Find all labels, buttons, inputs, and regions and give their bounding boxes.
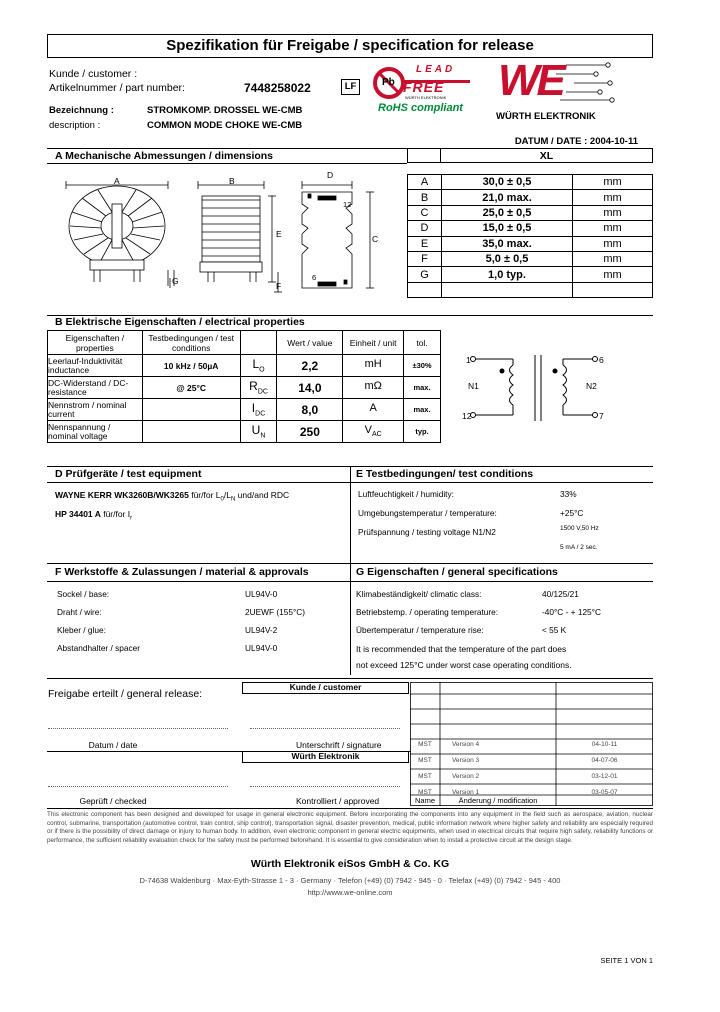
- dim-letter: C: [408, 205, 442, 220]
- dim-size-label: XL: [539, 150, 554, 162]
- test-condition-value: +25°C: [560, 508, 584, 518]
- dim-value: 5,0 ± 0,5: [442, 251, 573, 266]
- dim-letter: A: [408, 175, 442, 190]
- signature-label: Unterschrift / signature: [296, 740, 382, 750]
- el-value: 14,0: [277, 377, 343, 399]
- disclaimer: This electronic component has been designed and developed for usage in general electronic equipment. Before incorporating the components into any equipment in the field such as aerospace, aviation, nuclear control, submarine, transportation (automotive control, train control, ship control), transportation signal, disaster prevention, medical, public information network where higher safety and reliability are especially required or if there is the possibility of direct damage or injury to human body. In addition, even electronic component in general electric equipments, when used in electrical circuits that require high safety, reliability functions or performance, the sufficient reliability evaluation check for the safety must be performed beforehand. It is essential to give consideration when to install a protective circuit at the design stage.: [47, 811, 653, 844]
- dim-letter: [408, 282, 442, 297]
- modification-header: Änderung / modification: [458, 796, 538, 805]
- el-condition: @ 25°C: [142, 377, 240, 399]
- el-tol: max.: [404, 399, 441, 421]
- general-spec-label: Übertemperatur / temperature rise:: [356, 625, 484, 635]
- section-b-title: B Elektrische Eigenschaften / electrical properties: [55, 316, 305, 328]
- dimension-row: [408, 175, 653, 190]
- equipment-2-name: HP 34401 A: [55, 509, 101, 519]
- dim-letter: G: [408, 267, 442, 282]
- brand-name: WÜRTH ELEKTRONIK: [496, 111, 596, 122]
- el-symbol: [240, 421, 277, 443]
- equipment-1-sub-n: N: [230, 496, 236, 503]
- version-modification: Version 4: [452, 741, 480, 748]
- version-name: MST: [418, 773, 432, 780]
- electrical-table: [47, 330, 441, 443]
- el-tol: max.: [404, 377, 441, 399]
- page-number: SEITE 1 VON 1: [600, 956, 653, 965]
- company-address: D-74638 Waldenburg · Max-Eyth-Strasse 1 - 3 · Germany · Telefon (+49) (0) 7942 - 945 - 0 · Telefax (+49) (0) 7942 - 945 - 400: [139, 876, 561, 885]
- equipment-2-sub: r: [130, 515, 133, 522]
- drawing-label-b: B: [229, 176, 235, 186]
- version-modification: Version 2: [452, 773, 480, 780]
- version-date: 03-05-07: [591, 789, 618, 796]
- dim-value: 35,0 max.: [442, 236, 573, 251]
- material-value: 2UEWF (155°C): [245, 607, 306, 617]
- el-condition: [142, 399, 240, 421]
- section-e-title: E Testbedingungen/ test conditions: [356, 468, 534, 480]
- el-condition: 10 kHz / 50µA: [142, 355, 240, 377]
- electrical-row: [48, 399, 441, 421]
- el-unit: [343, 399, 404, 421]
- pb-mark: Pb: [382, 77, 395, 88]
- temperature-note-2: not exceed 125°C under worst case operating conditions.: [356, 660, 572, 670]
- el-unit-main: mH: [364, 358, 382, 371]
- version-name: MST: [418, 741, 432, 748]
- dimension-row: [408, 236, 653, 251]
- part-number: 7448258022: [244, 81, 311, 95]
- version-date: 04-10-11: [591, 741, 618, 748]
- test-condition-label: Luftfeuchtigkeit / humidity:: [358, 489, 454, 499]
- version-name: MST: [418, 757, 432, 764]
- lead-text: LEAD: [416, 64, 456, 75]
- eh-tol: tol.: [404, 331, 441, 355]
- equipment-2-for: für/for I: [103, 509, 131, 519]
- schematic-pin-12: 12: [462, 411, 472, 421]
- equipment-1-mid: /L: [223, 490, 231, 500]
- schematic-n1: N1: [468, 381, 479, 391]
- general-spec-value: < 55 K: [542, 625, 567, 635]
- el-value: 8,0: [277, 399, 343, 421]
- el-property: Leerlauf-Induktivität inductance: [48, 355, 143, 377]
- el-unit: [343, 377, 404, 399]
- el-property: Nennspannung / nominal voltage: [48, 421, 143, 443]
- company-url[interactable]: http://www.we-online.com: [307, 888, 393, 897]
- description-value: COMMON MODE CHOKE WE-CMB: [147, 120, 303, 131]
- el-symbol: [240, 399, 277, 421]
- material-label: Draht / wire:: [57, 607, 102, 617]
- section-g-title: G Eigenschaften / general specifications: [356, 566, 558, 578]
- material-label: Abstandhalter / spacer: [57, 643, 141, 653]
- general-spec-label: Klimabeständigkeit/ climatic class:: [356, 589, 482, 599]
- dim-letter: E: [408, 236, 442, 251]
- dim-letter: D: [408, 221, 442, 236]
- section-d-bottom-rule: [47, 482, 653, 483]
- el-tol: ±30%: [404, 355, 441, 377]
- el-symbol: [240, 355, 277, 377]
- dimension-row: [408, 267, 653, 282]
- section-fg-divider: [350, 563, 351, 675]
- section-d-title: D Prüfgeräte / test equipment: [55, 468, 202, 480]
- el-symbol-main: R: [249, 379, 258, 394]
- schematic-pin-7: 7: [599, 411, 604, 421]
- equipment-1-sub-0: 0: [220, 496, 224, 503]
- dimension-drawing: [50, 164, 406, 314]
- eh-unit: Einheit / unit: [343, 331, 404, 355]
- page-title: Spezifikation für Freigabe / specification for release: [166, 37, 534, 54]
- el-unit-sub: AC: [371, 431, 382, 439]
- el-symbol-main: L: [252, 357, 260, 372]
- dim-unit: mm: [573, 190, 653, 205]
- test-condition-label: Umgebungstemperatur / temperature:: [358, 508, 497, 518]
- part-number-label: Artikelnummer / part number:: [49, 82, 185, 94]
- checked-label: Geprüft / checked: [79, 796, 147, 806]
- eh-property: Eigenschaften / properties: [48, 331, 143, 355]
- el-value: 250: [277, 421, 343, 443]
- dotted-line-3: [48, 786, 228, 787]
- dim-letter: F: [408, 251, 442, 266]
- temperature-note-1: It is recommended that the temperature of the part does: [356, 644, 567, 654]
- drawing-label-d: D: [327, 170, 334, 180]
- el-symbol: [240, 377, 277, 399]
- release-label: Freigabe erteilt / general release:: [48, 688, 203, 700]
- version-date: 03-12-01: [591, 773, 618, 780]
- el-unit: [343, 355, 404, 377]
- lf-badge-text: LF: [344, 81, 357, 92]
- el-unit-main: V: [364, 424, 372, 437]
- dim-unit: mm: [573, 221, 653, 236]
- rohs-compliant: RoHS compliant: [378, 102, 463, 114]
- el-symbol-sub: DC: [257, 388, 268, 396]
- dimension-row: [408, 205, 653, 220]
- schematic-pin-6: 6: [599, 355, 604, 365]
- material-value: UL94V-2: [245, 625, 278, 635]
- equipment-line-1: [55, 490, 289, 503]
- dim-value: 30,0 ± 0,5: [442, 175, 573, 190]
- section-de-divider: [350, 466, 351, 563]
- el-unit-main: A: [369, 402, 377, 415]
- drawing-label-f: F: [276, 281, 282, 291]
- test-condition-value: 5 mA / 2 sec.: [560, 544, 598, 551]
- release-top-rule: [47, 678, 653, 679]
- company-name: Würth Elektronik eiSos GmbH & Co. KG: [250, 858, 450, 870]
- drawing-pin-6: 6: [312, 273, 317, 282]
- version-modification: Version 1: [452, 789, 480, 796]
- el-property: Nennstrom / nominal current: [48, 399, 143, 421]
- equipment-1-name: WAYNE KERR WK3260B/WK3265: [55, 490, 189, 500]
- electrical-row: [48, 355, 441, 377]
- el-value: 2,2: [277, 355, 343, 377]
- schematic-n2: N2: [586, 381, 597, 391]
- dim-unit: mm: [573, 251, 653, 266]
- dimension-row: [408, 221, 653, 236]
- bezeichnung-label: Bezeichnung :: [49, 105, 114, 116]
- wuerth-header: Würth Elektronik: [291, 751, 360, 761]
- kunde-header: Kunde / customer: [289, 682, 362, 692]
- dim-value: 25,0 ± 0,5: [442, 205, 573, 220]
- electrical-row: [48, 377, 441, 399]
- version-modification: Version 3: [452, 757, 480, 764]
- drawing-label-a: A: [114, 176, 120, 186]
- dim-value: 1,0 typ.: [442, 267, 573, 282]
- electrical-row: [48, 421, 441, 443]
- dim-value: 21,0 max.: [442, 190, 573, 205]
- dotted-line-1: [48, 728, 228, 729]
- equipment-line-2: [55, 509, 132, 522]
- dim-unit: mm: [573, 205, 653, 220]
- general-spec-label: Betriebstemp. / operating temperature:: [356, 607, 499, 617]
- material-label: Sockel / base:: [57, 589, 110, 599]
- version-date: 04-07-06: [591, 757, 618, 764]
- date-line: DATUM / DATE : 2004-10-11: [514, 136, 638, 147]
- dim-value: [442, 282, 573, 297]
- dimension-table: [407, 174, 653, 298]
- equipment-1-for: für/for L: [191, 490, 221, 500]
- name-header: Name: [414, 796, 435, 805]
- mechanical-drawing: [50, 164, 406, 314]
- lead-free-sub: WÜRTH ELEKTRONIK: [405, 95, 447, 100]
- material-value: UL94V-0: [245, 643, 278, 653]
- free-text: FREE: [403, 79, 445, 95]
- test-condition-label: Prüfspannung / testing voltage N1/N2: [358, 527, 496, 537]
- section-f-title: F Werkstoffe & Zulassungen / material & approvals: [55, 566, 309, 578]
- el-condition: [142, 421, 240, 443]
- drawing-label-c: C: [372, 234, 379, 244]
- eh-value: Wert / value: [277, 331, 343, 355]
- dim-unit: mm: [573, 236, 653, 251]
- drawing-pin-12: 12: [343, 200, 352, 209]
- test-condition-value: 33%: [560, 489, 577, 499]
- el-tol: typ.: [404, 421, 441, 443]
- description-label: description :: [49, 120, 101, 131]
- approved-label: Kontrolliert / approved: [296, 796, 380, 806]
- eh-conditions: Testbedingungen / test conditions: [142, 331, 240, 355]
- dim-letter: B: [408, 190, 442, 205]
- section-a-title: A Mechanische Abmessungen / dimensions: [55, 150, 274, 162]
- dotted-line-2: [250, 728, 400, 729]
- el-symbol-sub: O: [259, 366, 265, 374]
- dim-value: 15,0 ± 0,5: [442, 221, 573, 236]
- general-spec-value: 40/125/21: [542, 589, 579, 599]
- equipment-1-end: und/and RDC: [237, 490, 290, 500]
- el-symbol-sub: N: [260, 432, 266, 440]
- el-property: DC-Widerstand / DC-resistance: [48, 377, 143, 399]
- dotted-line-4: [250, 786, 400, 787]
- dimension-row: [408, 282, 653, 297]
- el-symbol-main: U: [251, 423, 261, 438]
- dim-unit: [573, 282, 653, 297]
- general-spec-value: -40°C - + 125°C: [542, 607, 601, 617]
- eh-symbol: [240, 331, 277, 355]
- dimension-row: [408, 190, 653, 205]
- customer-label: Kunde / customer :: [49, 68, 138, 80]
- date-label-1: Datum / date: [88, 740, 138, 750]
- schematic-pin-1: 1: [466, 355, 471, 365]
- el-unit: [343, 421, 404, 443]
- test-condition-value: 1500 V,50 Hz: [560, 525, 599, 532]
- dim-unit: mm: [573, 267, 653, 282]
- drawing-label-e: E: [276, 229, 282, 239]
- drawing-label-g: G: [172, 276, 179, 286]
- dim-unit: mm: [573, 175, 653, 190]
- version-name: MST: [418, 789, 432, 796]
- bezeichnung-value: STROMKOMP. DROSSEL WE-CMB: [147, 105, 303, 116]
- el-unit-main: mΩ: [364, 380, 382, 393]
- material-label: Kleber / glue:: [57, 625, 106, 635]
- footer-top-rule: [47, 808, 653, 809]
- el-symbol-sub: DC: [255, 410, 266, 418]
- material-value: UL94V-0: [245, 589, 278, 599]
- el-symbol-main: I: [251, 401, 256, 416]
- dimension-row: [408, 251, 653, 266]
- we-logo-text: WE: [498, 56, 563, 105]
- section-f-bottom-rule: [47, 581, 653, 582]
